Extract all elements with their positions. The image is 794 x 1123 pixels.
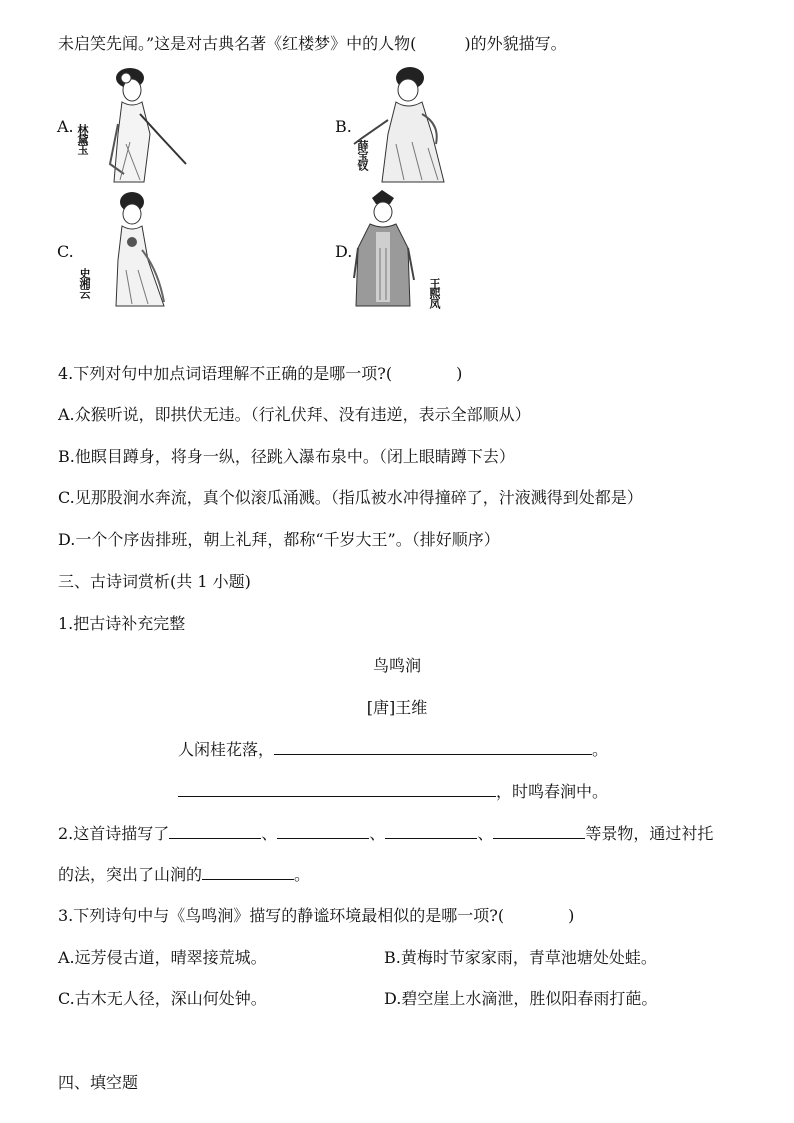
q4-option-a: A.众猴听说，即拱伏无违。（行礼伏拜、没有违逆，表示全部顺从）	[58, 405, 531, 424]
q3-option-c: C.古木无人径，深山何处钟。	[58, 989, 267, 1008]
q3-option-b: B.黄梅时节家家雨，青草池塘处处蛙。	[384, 948, 657, 967]
q2-separator: 、	[477, 824, 494, 843]
poem-author: [唐]王维	[366, 698, 428, 717]
q2-line2-end: 。	[294, 865, 311, 884]
option-d-name: 王熙凤	[428, 278, 441, 308]
section-3-heading: 三、古诗词赏析(共 1 小题)	[58, 572, 251, 591]
q2-blank-1[interactable]	[169, 821, 261, 839]
option-c-letter: C.	[57, 242, 74, 261]
q3-option-d: D.碧空崖上水滴泄，胜似阳春雨打葩。	[384, 989, 658, 1008]
q3-option-a: A.远芳侵古道，晴翠接荒城。	[58, 948, 267, 967]
poem-question-1: 1.把古诗补充完整	[58, 614, 186, 633]
poem-blank-1[interactable]	[274, 737, 592, 755]
poem-question-2	[58, 821, 713, 846]
q2-blank-5[interactable]	[202, 862, 294, 880]
poem-line-2	[178, 779, 608, 804]
poem-line-1-end: 。	[592, 740, 609, 759]
poem-blank-2[interactable]	[178, 779, 496, 797]
question-text-continued: 未启笑先闻。”这是对古典名著《红楼梦》中的人物( )的外貌描写。	[58, 34, 567, 53]
q2-start: 2.这首诗描写了	[58, 824, 170, 843]
option-d-letter: D.	[335, 242, 353, 261]
option-a-name: 林黛玉	[76, 124, 89, 154]
q4-stem: 4.下列对句中加点词语理解不正确的是哪一项?( )	[58, 364, 463, 383]
section-4-heading: 四、填空题	[58, 1073, 139, 1092]
q2-blank-3[interactable]	[385, 821, 477, 839]
q2-blank-4[interactable]	[493, 821, 585, 839]
poem-line-2-end: ，时鸣春涧中。	[496, 782, 609, 801]
poem-line-1	[178, 737, 608, 762]
q2-after: 等景物，通过衬托	[585, 824, 714, 843]
q2-separator: 、	[369, 824, 386, 843]
q2-blank-2[interactable]	[277, 821, 369, 839]
poem-title: 鸟鸣涧	[372, 656, 421, 675]
q2-separator: 、	[261, 824, 278, 843]
q2-line2-start: 的法，突出了山涧的	[58, 865, 203, 884]
q4-option-d: D.一个个序齿排班，朝上礼拜，都称“千岁大王”。（排好顺序）	[58, 530, 500, 549]
lin-daiyu-illustration	[100, 64, 192, 184]
q4-option-b: B.他瞑目蹲身，将身一纵，径跳入瀑布泉中。（闭上眼睛蹲下去）	[58, 447, 515, 466]
option-b-name: 薛宝钗	[356, 140, 369, 170]
wang-xifeng-illustration	[352, 188, 416, 308]
shi-xiangyun-illustration	[108, 190, 170, 308]
q4-option-c: C.见那股涧水奔流，真个似滚瓜涌溅。（指瓜被水冲得撞碎了，汁液溅得到处都是）	[58, 488, 643, 507]
option-b-letter: B.	[335, 117, 352, 136]
option-c-name: 史湘云	[78, 268, 91, 298]
option-a-letter: A.	[57, 117, 74, 136]
poem-question-2-cont	[58, 862, 310, 887]
poem-question-3-stem: 3.下列诗句中与《鸟鸣涧》描写的静谧环境最相似的是哪一项?( )	[58, 906, 575, 925]
poem-line-1-start: 人闲桂花落，	[178, 740, 275, 759]
